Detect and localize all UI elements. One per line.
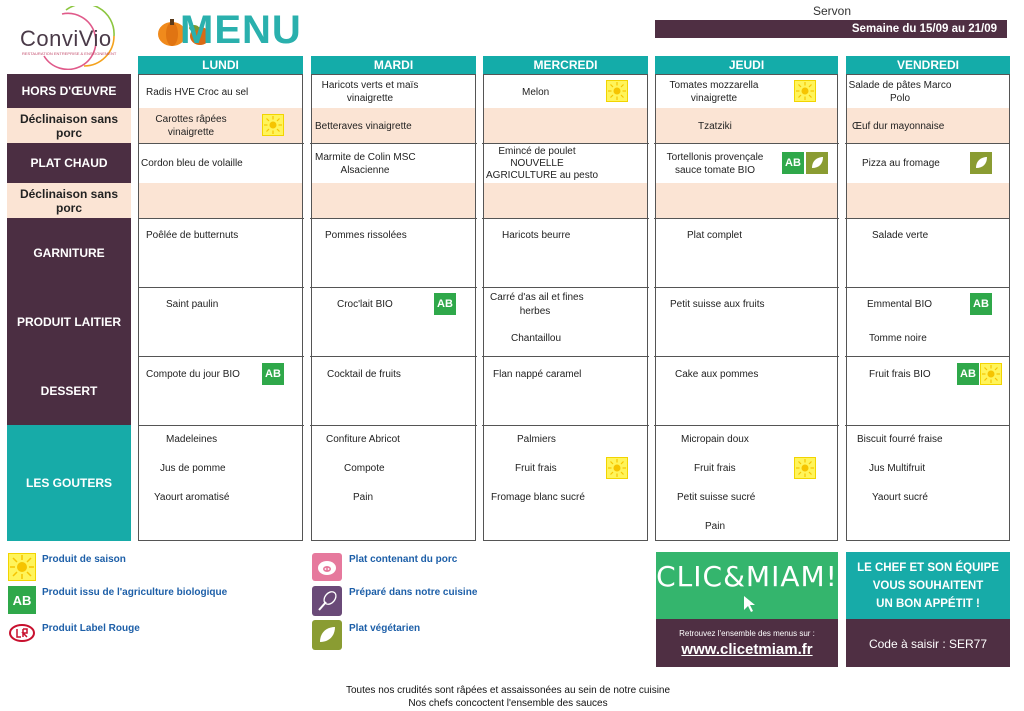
lundi-plat-chaud: Cordon bleu de volaille (141, 158, 243, 169)
day-header-lundi: LUNDI (138, 56, 303, 74)
chef-line-1: LE CHEF ET SON ÉQUIPE (857, 562, 999, 574)
clicmiam-line: Retrouvez l'ensemble des menus sur : (679, 629, 815, 638)
season-sun-icon (980, 363, 1002, 385)
ab-label: AB (12, 592, 32, 608)
lundi-gouter-1: Madeleines (166, 434, 218, 445)
season-sun-icon (606, 457, 628, 479)
category-plat-chaud: PLAT CHAUD (7, 143, 131, 183)
vendredi-declinaison: Œuf dur mayonnaise (852, 121, 945, 132)
vendredi-dessert: Fruit frais BIO (869, 369, 931, 380)
leaf-icon (806, 152, 828, 174)
mercredi-laitier-line1: Carré d'as ail et fines (490, 292, 584, 303)
legend-season-label: Produit de saison (42, 554, 126, 565)
mercredi-laitier-line2: herbes (519, 306, 551, 317)
lundi-garniture: Poêlée de butternuts (146, 230, 239, 241)
category-les-gouters: LES GOUTERS (7, 425, 131, 541)
clicmiam-banner[interactable] (656, 552, 838, 619)
clicmiam-url-link[interactable]: www.clicetmiam.fr (681, 641, 813, 658)
mercredi-dessert: Flan nappé caramel (493, 369, 582, 380)
jeudi-hors-line2: vinaigrette (690, 93, 738, 104)
mercredi-hors-doeuvre: Melon (522, 87, 550, 98)
jeudi-gouter-4: Pain (705, 521, 726, 532)
mercredi-plat-line3: AGRICULTURE au pesto (486, 170, 599, 181)
category-garniture: GARNITURE (7, 218, 131, 287)
jeudi-plat-line1: Tortellonis provençale (666, 152, 764, 163)
vendredi-declinaison-2-bg (847, 183, 1009, 218)
label-rouge-icon (8, 622, 36, 644)
legend-label-rouge-label: Produit Label Rouge (42, 623, 140, 634)
logo-tagline: RESTAURATION ENTREPRISE & ENSEIGNEMENT (22, 51, 117, 56)
vendredi-gouter-2: Jus Multifruit (869, 463, 926, 474)
season-sun-icon (262, 114, 284, 136)
season-sun-icon (606, 80, 628, 102)
ab-organic-icon (434, 293, 456, 315)
mardi-hors-line2: vinaigrette (346, 93, 394, 104)
cursor-icon (740, 594, 762, 614)
ab-label: AB (437, 298, 453, 310)
chef-message-box (846, 552, 1010, 619)
code-box (846, 619, 1010, 667)
legend-homemade-label: Préparé dans notre cuisine (349, 587, 478, 598)
legend-pork-label: Plat contenant du porc (349, 554, 458, 565)
mercredi-declinaison-1-bg (484, 108, 647, 143)
site-name: Servon (812, 4, 852, 18)
leaf-icon (970, 152, 992, 174)
legend-bio-label: Produit issu de l'agriculture biologique (42, 587, 228, 598)
season-sun-icon (794, 457, 816, 479)
mardi-gouter-2: Compote (344, 463, 385, 474)
mercredi-gouter-3: Fromage blanc sucré (491, 492, 585, 503)
day-header-mardi: MARDI (311, 56, 476, 74)
lundi-gouter-2: Jus de pomme (160, 463, 226, 474)
lundi-dessert: Compote du jour BIO (146, 369, 240, 380)
clicmiam-logo: CLIC&MIAM! (656, 560, 838, 593)
row-divider (138, 218, 1010, 219)
mardi-plat-line1: Marmite de Colin MSC (315, 152, 416, 163)
lundi-declinaison-line1: Carottes râpées (155, 114, 227, 125)
lundi-declinaison-2-bg (139, 183, 302, 218)
week-banner: Semaine du 15/09 au 21/09 (655, 20, 1007, 38)
ab-organic-icon (8, 586, 36, 614)
vendredi-gouter-3: Yaourt sucré (872, 492, 928, 503)
lundi-declinaison-line2: vinaigrette (167, 127, 215, 138)
mercredi-garniture: Haricots beurre (502, 230, 571, 241)
mercredi-plat-line2: NOUVELLE (510, 158, 564, 169)
mardi-hors-line1: Haricots verts et maïs (321, 80, 419, 91)
jeudi-produit-laitier: Petit suisse aux fruits (670, 299, 765, 310)
mercredi-gouter-2: Fruit frais (515, 463, 557, 474)
day-header-mercredi: MERCREDI (483, 56, 648, 74)
legend-veg-label: Plat végétarien (349, 623, 421, 634)
jeudi-declinaison-2-bg (656, 183, 837, 218)
vendredi-gouter-1: Biscuit fourré fraise (857, 434, 943, 445)
lundi-hors-doeuvre: Radis HVE Croc au sel (146, 87, 249, 98)
mercredi-declinaison-2-bg (484, 183, 647, 218)
jeudi-plat-line2: sauce tomate BIO (674, 165, 756, 176)
vendredi-laitier-line1: Emmental BIO (867, 299, 933, 310)
ab-organic-icon (782, 152, 804, 174)
ab-label: AB (973, 298, 989, 310)
mardi-declinaison-2-bg (312, 183, 475, 218)
jeudi-garniture: Plat complet (687, 230, 743, 241)
row-divider (138, 356, 1010, 357)
category-produit-laitier: PRODUIT LAITIER (7, 287, 131, 356)
ab-label: AB (785, 157, 801, 169)
category-declinaison-2: Déclinaison sans porc (7, 183, 131, 218)
jeudi-hors-line1: Tomates mozzarella (669, 80, 759, 91)
footer-line-1: Toutes nos crudités sont râpées et assaissonées au sein de notre cuisine (345, 685, 671, 696)
mercredi-gouter-1: Palmiers (517, 434, 556, 445)
chef-line-2: VOUS SOUHAITENT (872, 580, 984, 592)
day-header-jeudi: JEUDI (655, 56, 838, 74)
category-hors-doeuvre: HORS D'ŒUVRE (7, 74, 131, 108)
jeudi-dessert: Cake aux pommes (675, 369, 759, 380)
ab-label: AB (960, 368, 976, 380)
row-divider (138, 143, 1010, 144)
footer-line-2: Nos chefs concoctent l'ensemble des sauces (408, 698, 608, 709)
clicmiam-info (656, 619, 838, 667)
jeudi-declinaison-1-bg (656, 108, 837, 143)
vendredi-garniture: Salade verte (872, 230, 929, 241)
jeudi-declinaison: Tzatziki (698, 121, 732, 132)
category-dessert: DESSERT (7, 356, 131, 425)
lundi-produit-laitier: Saint paulin (166, 299, 219, 310)
vendredi-laitier-line2: Tomme noire (869, 333, 927, 344)
code-label: Code à saisir : SER77 (868, 637, 988, 651)
ab-label: AB (265, 368, 281, 380)
category-declinaison-1: Déclinaison sans porc (7, 108, 131, 143)
pig-icon (312, 553, 342, 581)
whisk-icon (312, 586, 342, 616)
mardi-plat-line2: Alsacienne (340, 165, 390, 176)
vendredi-hors-line2: Polo (889, 93, 910, 104)
menu-title: MENU (180, 8, 302, 52)
mardi-declinaison: Betteraves vinaigrette (315, 121, 412, 132)
chef-line-3: UN BON APPÉTIT ! (876, 598, 980, 610)
mercredi-plat-line1: Emincé de poulet (498, 146, 576, 157)
lundi-gouter-3: Yaourt aromatisé (154, 492, 230, 503)
mardi-produit-laitier: Croc'lait BIO (337, 299, 393, 310)
ab-organic-icon (970, 293, 992, 315)
mercredi-laitier-line3: Chantaillou (511, 333, 562, 344)
row-divider (138, 425, 1010, 426)
season-sun-icon (8, 553, 36, 581)
ab-organic-icon (262, 363, 284, 385)
jeudi-gouter-1: Micropain doux (681, 434, 749, 445)
vendredi-plat-chaud: Pizza au fromage (862, 158, 940, 169)
vendredi-hors-line1: Salade de pâtes Marco (848, 80, 952, 91)
row-divider (138, 287, 1010, 288)
logo-name: ConviVio (20, 26, 112, 51)
season-sun-icon (794, 80, 816, 102)
jeudi-gouter-2: Fruit frais (694, 463, 736, 474)
mardi-gouter-1: Confiture Abricot (326, 434, 400, 445)
leaf-icon (312, 620, 342, 650)
jeudi-gouter-3: Petit suisse sucré (677, 492, 756, 503)
mardi-dessert: Cocktail de fruits (327, 369, 401, 380)
day-header-vendredi: VENDREDI (846, 56, 1010, 74)
mardi-garniture: Pommes rissolées (325, 230, 407, 241)
mardi-gouter-3: Pain (353, 492, 374, 503)
convivio-logo (14, 6, 124, 70)
ab-organic-icon (957, 363, 979, 385)
